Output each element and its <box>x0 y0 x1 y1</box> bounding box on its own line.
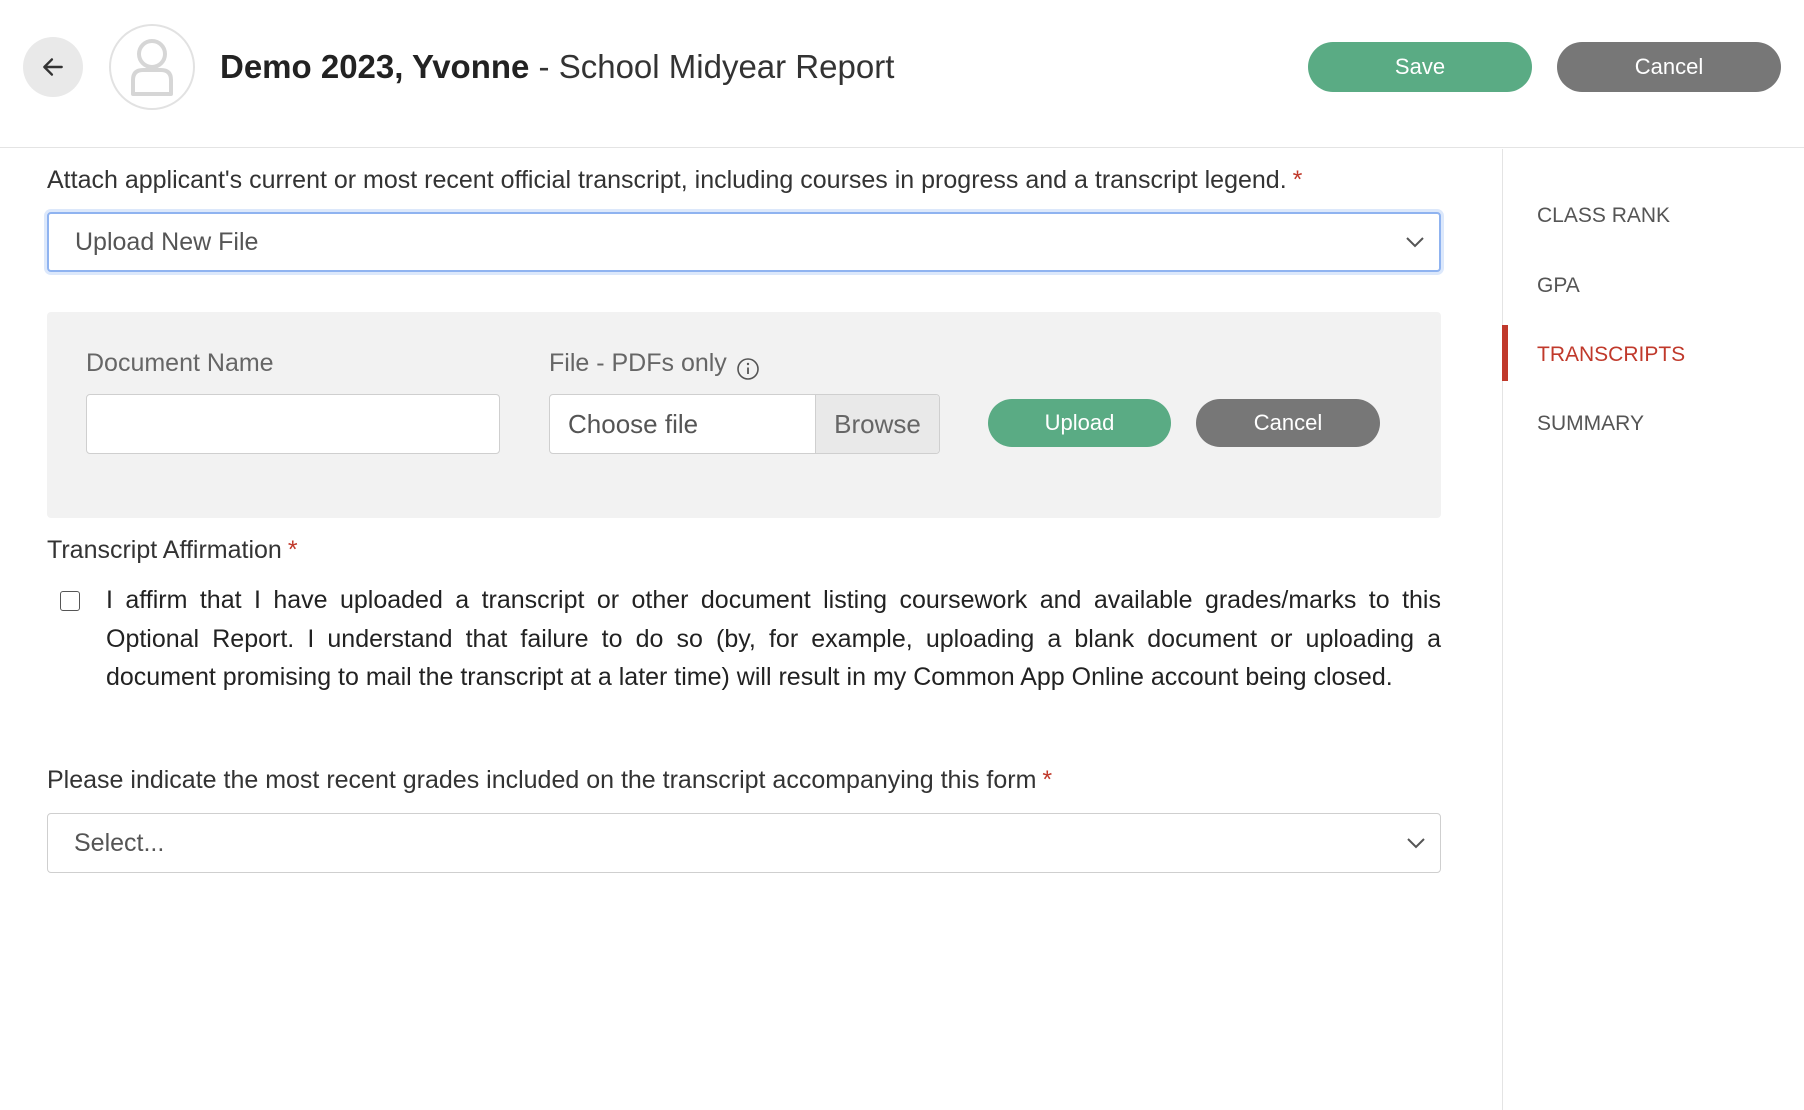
upload-panel <box>47 312 1441 518</box>
grades-question-text: Please indicate the most recent grades included on the transcript accompanying this form <box>47 766 1037 794</box>
affirmation-label-text: Transcript Affirmation <box>47 536 282 564</box>
document-name-label: Document Name <box>86 349 274 377</box>
title-separator: - <box>529 48 559 85</box>
nav-item-summary[interactable]: SUMMARY <box>1537 412 1644 435</box>
affirmation-label <box>47 536 298 565</box>
page-title <box>220 47 894 87</box>
info-icon[interactable] <box>736 357 760 381</box>
upload-button[interactable]: Upload <box>988 399 1171 447</box>
back-arrow-icon <box>40 54 66 80</box>
form-title: School Midyear Report <box>558 48 895 85</box>
required-marker: * <box>1042 766 1053 794</box>
file-input[interactable] <box>549 394 940 454</box>
student-name: Demo 2023, Yvonne <box>220 48 530 85</box>
transcript-question <box>47 166 1302 195</box>
active-nav-indicator <box>1502 325 1508 381</box>
section-nav <box>1502 149 1804 1110</box>
chevron-down-icon <box>1406 837 1426 849</box>
affirmation-checkbox[interactable] <box>60 591 80 611</box>
nav-item-transcripts[interactable]: TRANSCRIPTS <box>1537 343 1686 366</box>
back-button[interactable] <box>23 37 83 97</box>
transcript-source-select[interactable] <box>47 212 1441 272</box>
required-marker: * <box>1292 166 1303 194</box>
header <box>0 0 1804 148</box>
cancel-button[interactable]: Cancel <box>1557 42 1781 92</box>
grades-question <box>47 766 1052 795</box>
transcript-source-value: Upload New File <box>75 227 259 256</box>
document-name-input[interactable] <box>86 394 500 454</box>
browse-button[interactable]: Browse <box>815 395 939 453</box>
cancel-upload-button[interactable]: Cancel <box>1196 399 1380 447</box>
transcript-question-text: Attach applicant's current or most recent official transcript, including courses in progress and a transcript legend. <box>47 166 1287 194</box>
file-placeholder: Choose file <box>568 408 699 439</box>
nav-item-gpa[interactable]: GPA <box>1537 274 1580 297</box>
recent-grades-select[interactable] <box>47 813 1441 873</box>
main-form <box>0 149 1502 1110</box>
user-avatar-icon <box>127 36 177 98</box>
nav-item-class-rank[interactable]: CLASS RANK <box>1537 204 1671 227</box>
chevron-down-icon <box>1405 236 1425 248</box>
required-marker: * <box>287 536 298 564</box>
recent-grades-value: Select... <box>74 828 165 857</box>
save-button[interactable]: Save <box>1308 42 1532 92</box>
affirmation-text: I affirm that I have uploaded a transcript or other document listing coursework and available grades/marks to this Optional Report. I understand that failure to do so (by, for example, uploading a blank document or uploading a document promising to mail the transcript at a later time) will result in my Common App Online account being closed. <box>106 586 1441 691</box>
avatar <box>109 24 195 110</box>
file-label: File - PDFs only <box>549 349 727 377</box>
